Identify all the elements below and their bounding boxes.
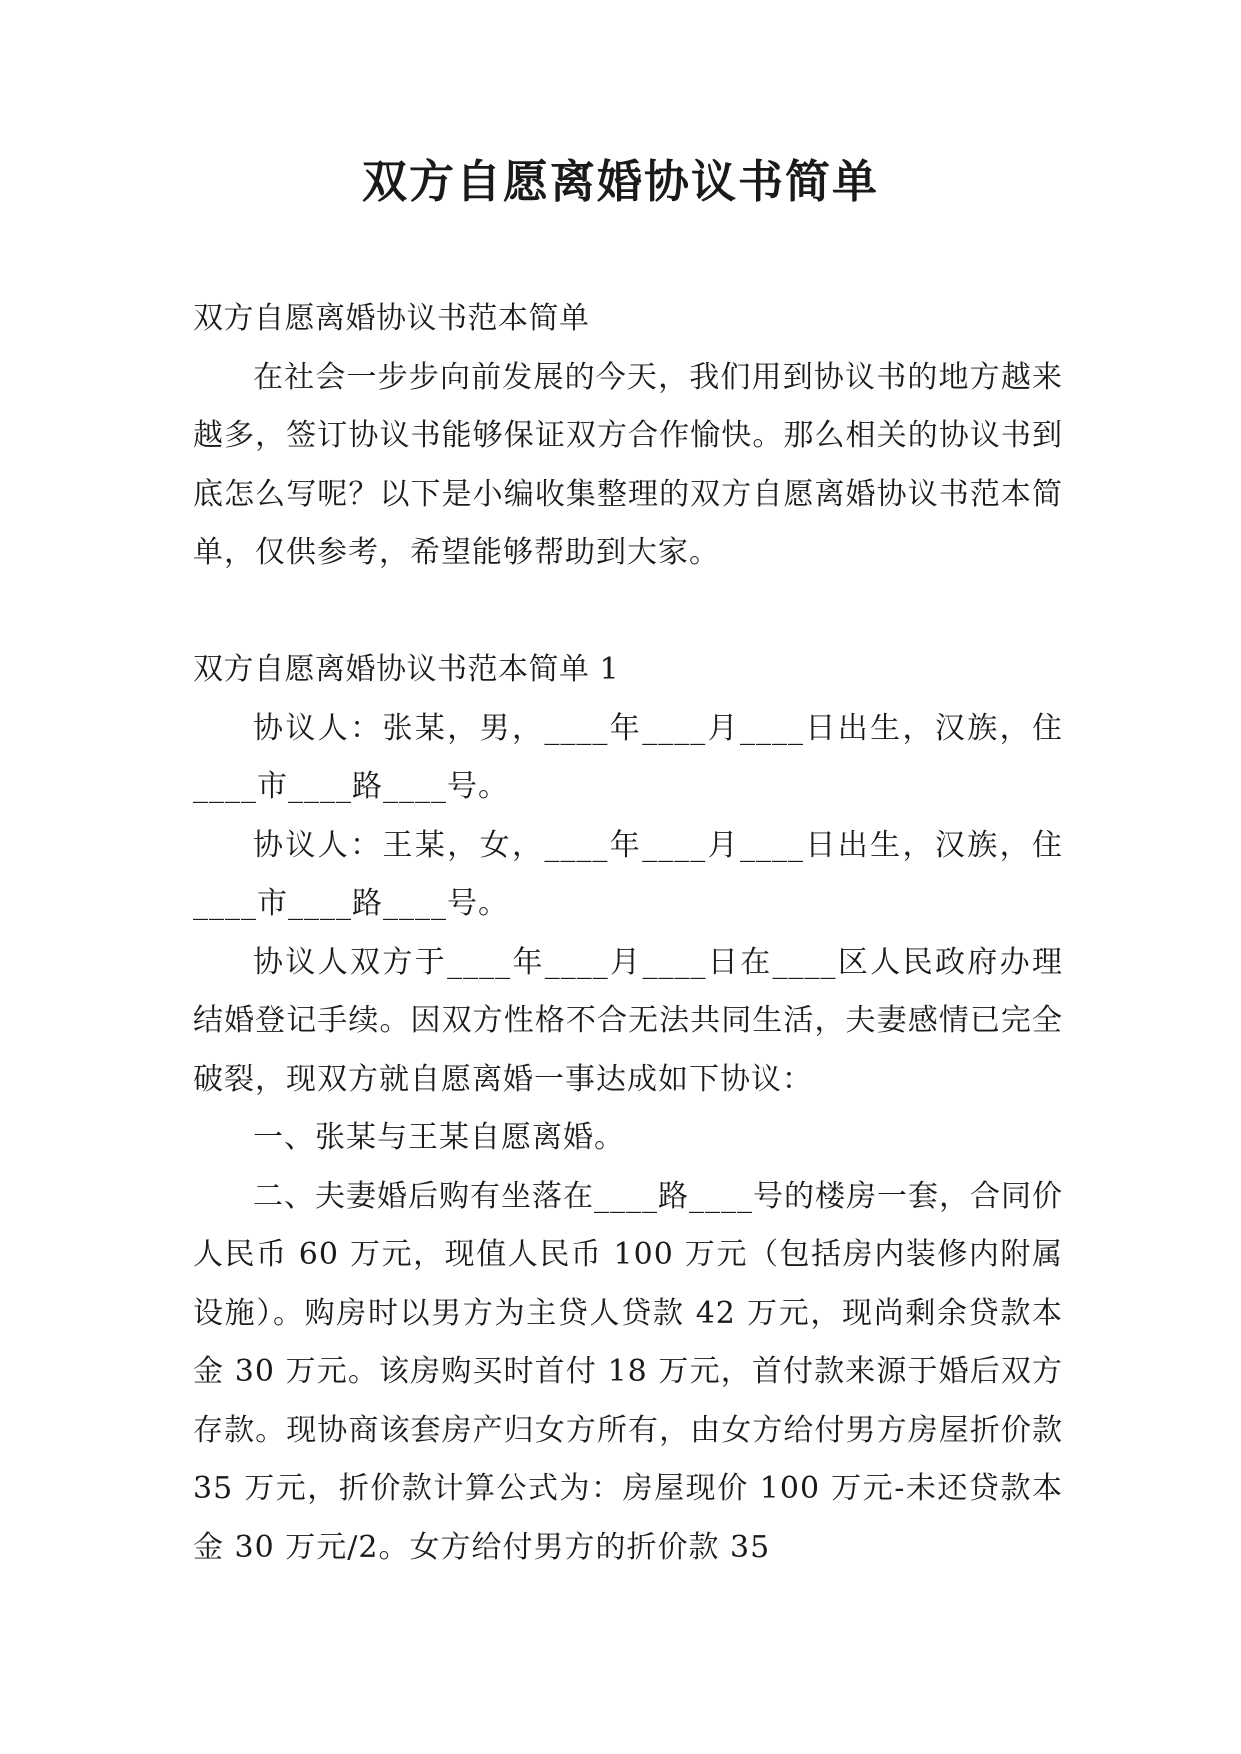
document-title: 双方自愿离婚协议书简单 bbox=[361, 155, 879, 208]
sample-heading: 双方自愿离婚协议书范本简单 1 bbox=[193, 652, 620, 687]
party-a-paragraph: 协议人：张某，男，____年____月____日出生，汉族，住____市____路____号。 bbox=[193, 710, 1063, 804]
document-body bbox=[193, 290, 1063, 1577]
clause-2-paragraph: 二、夫妻婚后购有坐落在____路____号的楼房一套，合同价人民币 60 万元，现值人民币 100 万元（包括房内装修内附属设施）。购房时以男方为主贷人贷款 42 万元，现尚剩余贷款本金 30 万元。该房购买时首付 18 万元，首付款来源于婚后双方存款。现协商该套房产归女方所有，由女方给付男方房屋折价款 35 万元，折价款计算公式为：房屋现价 100 万元-未还贷款本金 30 万元/2。女方给付男方的折价款 35 bbox=[193, 1178, 1063, 1565]
intro-heading: 双方自愿离婚协议书范本简单 bbox=[193, 301, 590, 336]
marriage-record-paragraph: 协议人双方于____年____月____日在____区人民政府办理结婚登记手续。因双方性格不合无法共同生活，夫妻感情已完全破裂，现双方就自愿离婚一事达成如下协议： bbox=[193, 944, 1063, 1097]
paragraph-spacer bbox=[193, 583, 1063, 642]
clause-1-paragraph: 一、张某与王某自愿离婚。 bbox=[253, 1120, 625, 1155]
party-b-paragraph: 协议人：王某，女，____年____月____日出生，汉族，住____市____路____号。 bbox=[193, 827, 1063, 921]
intro-paragraph: 在社会一步步向前发展的今天，我们用到协议书的地方越来越多，签订协议书能够保证双方合作愉快。那么相关的协议书到底怎么写呢？以下是小编收集整理的双方自愿离婚协议书范本简单，仅供参考，希望能够帮助到大家。 bbox=[193, 359, 1063, 570]
